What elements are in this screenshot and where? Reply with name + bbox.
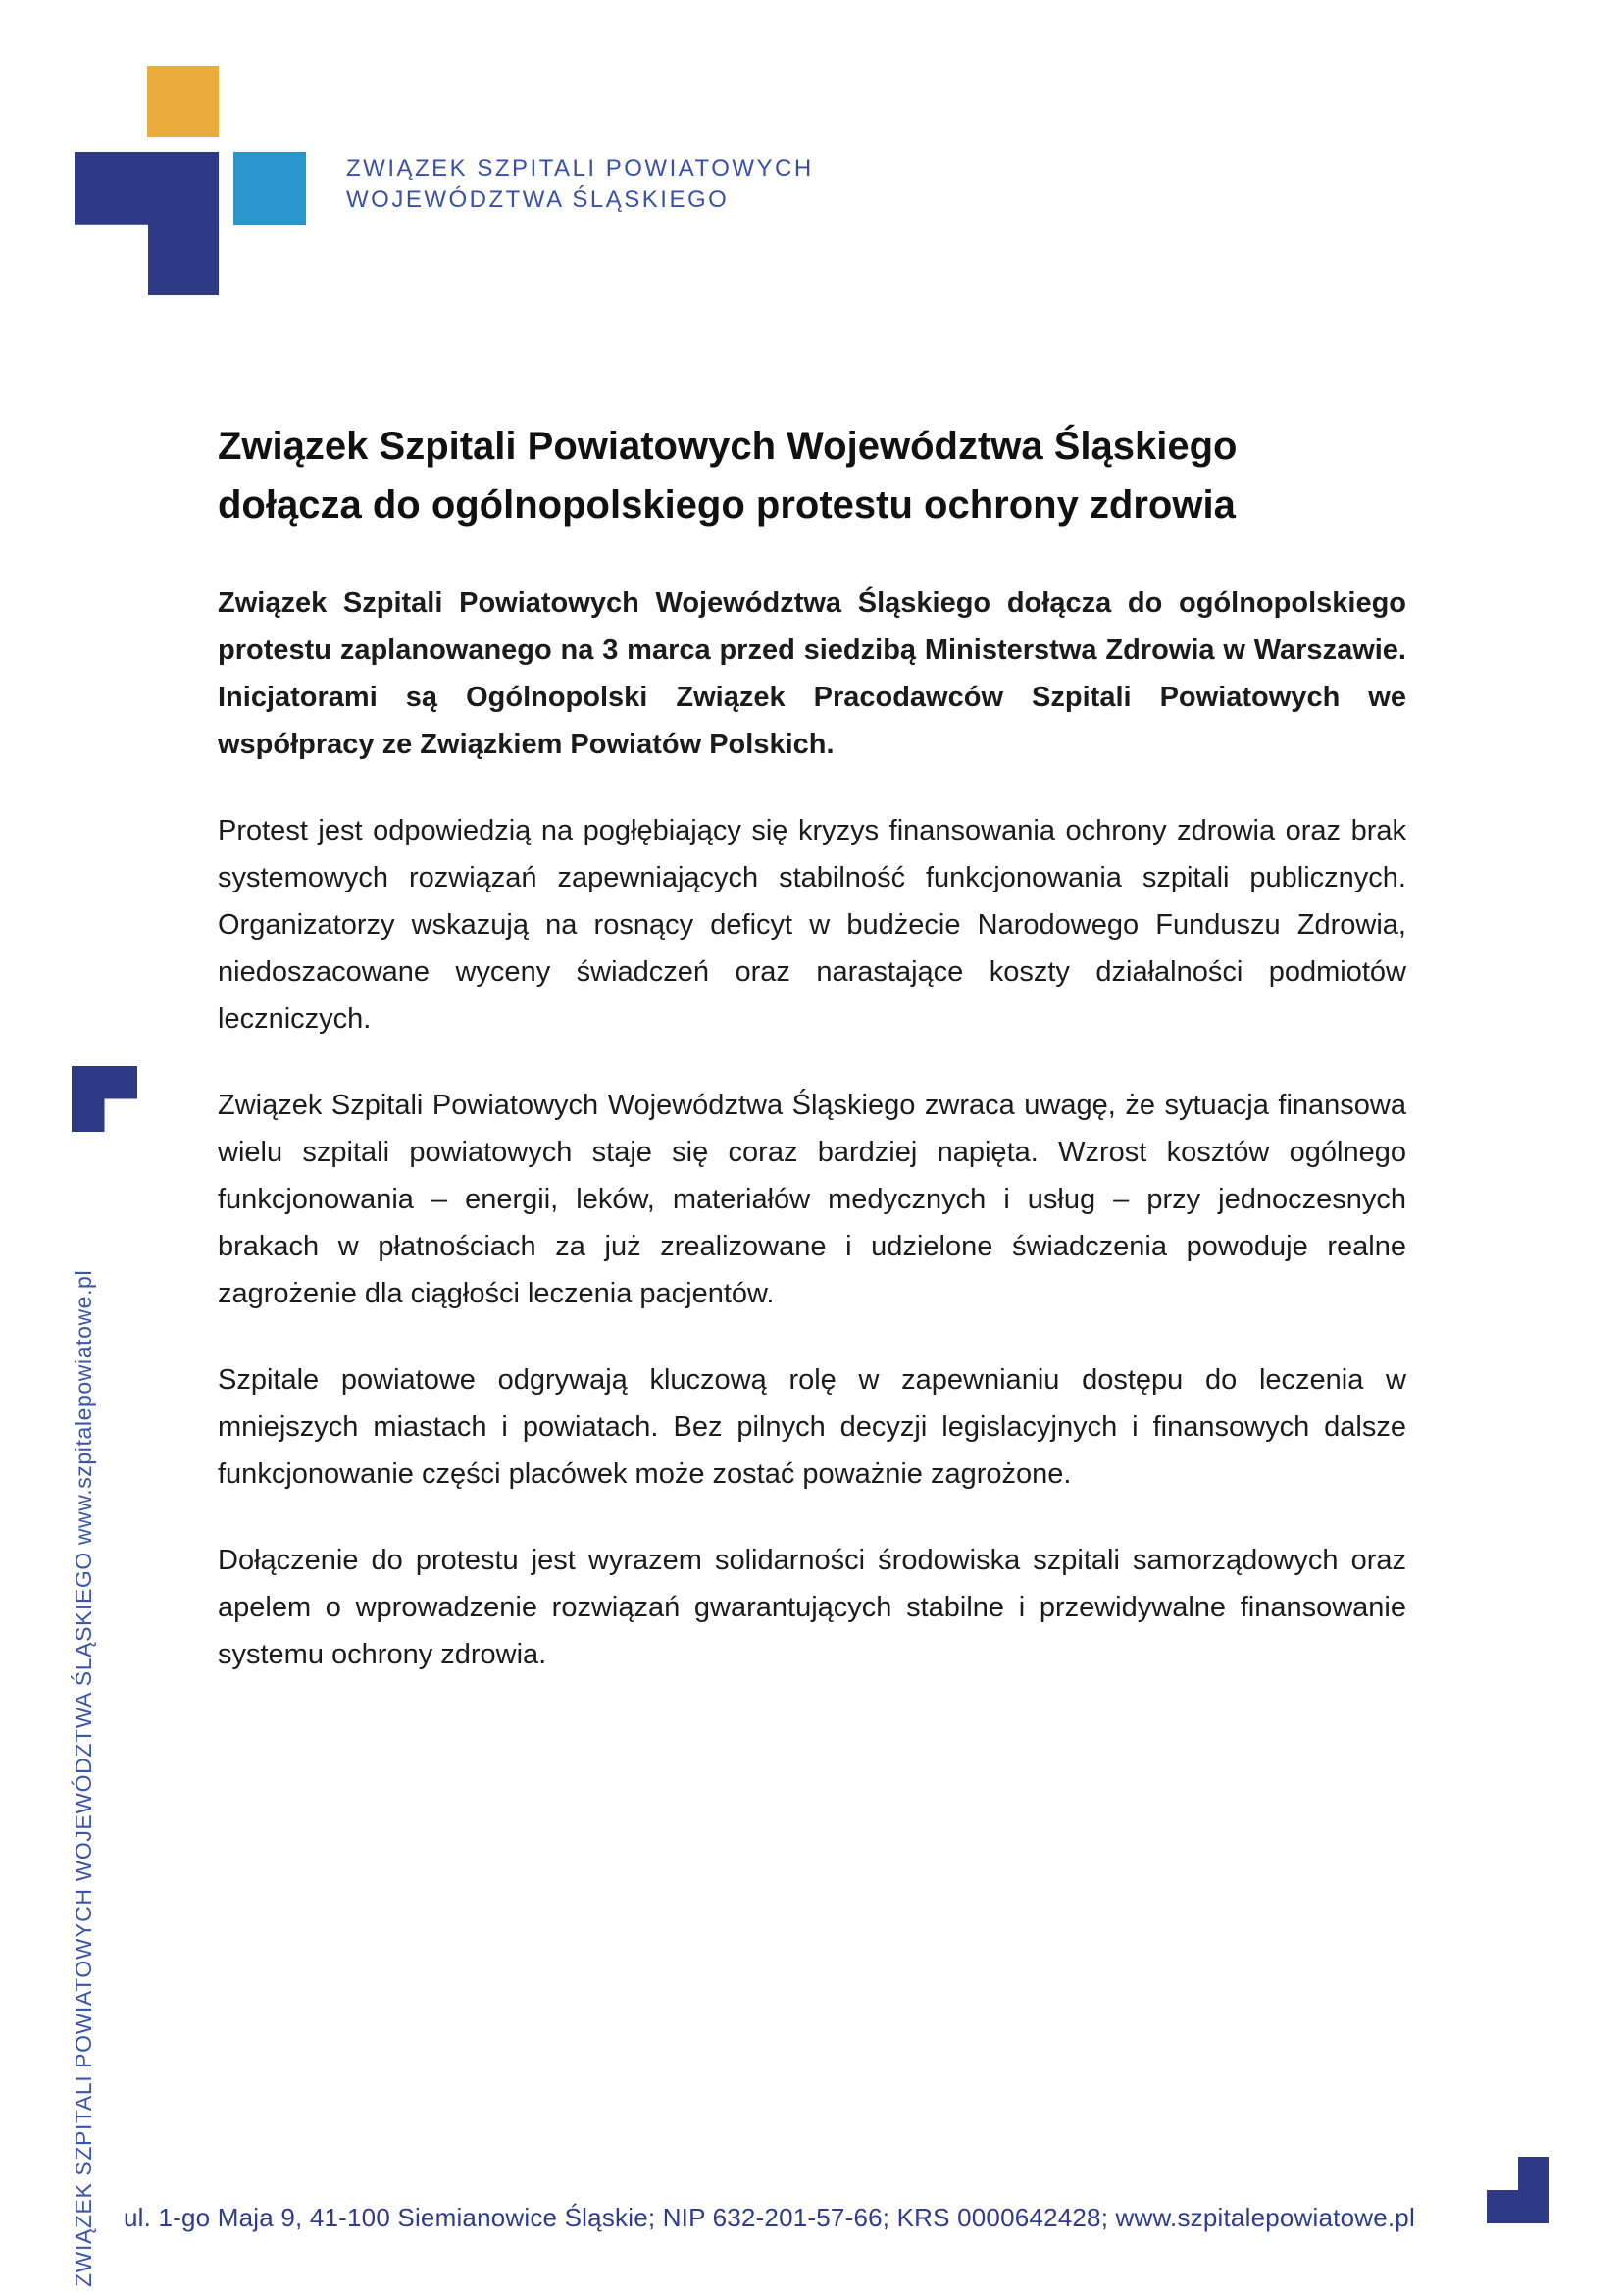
logo-caption-line2: WOJEWÓDZTWA ŚLĄSKIEGO xyxy=(346,186,730,213)
bottom-right-corner-shape-icon xyxy=(1487,2157,1549,2223)
page-title-line1: Związek Szpitali Powiatowych Województwa Śląskiego xyxy=(218,425,1238,468)
body-paragraph-1: Protest jest odpowiedzią na pogłębiający się kryzys finansowania ochrony zdrowia oraz brak systemowych rozwiązań zapewniających stabilność funkcjonowania szpitali publicznych. Organizatorzy wskazują na rosnący deficyt w budżecie Narodowego Funduszu Zdrowia, niedoszacowane wyceny świadczeń oraz narastające koszty działalności podmiotów leczniczych. xyxy=(218,815,1406,1035)
logo-caption-line1: ZWIĄZEK SZPITALI POWIATOWYCH xyxy=(346,155,814,181)
body-paragraph-2: Związek Szpitali Powiatowych Województwa Śląskiego zwraca uwagę, że sytuacja finansowa wielu szpitali powiatowych staje się coraz bardziej napięta. Wzrost kosztów ogólnego funkcjonowania – energii, leków, materiałów medycznych i usług – przy jednoczesnych brakach w płatnościach za już zrealizowane i udzielone świadczenia powoduje realne zagrożenie dla ciągłości leczenia pacjentów. xyxy=(218,1090,1406,1309)
left-margin-corner-shape-icon xyxy=(72,1066,137,1132)
lead-paragraph: Związek Szpitali Powiatowych Województwa Śląskiego dołącza do ogólnopolskiego protestu zaplanowanego na 3 marca przed siedzibą Ministerstwa Zdrowia w Warszawie. Inicjatorami są Ogólnopolski Związek Pracodawców Szpitali Powiatowych we współpracy ze Związkiem Powiatów Polskich. xyxy=(218,587,1406,760)
sidebar-vertical-text: ZWIĄZEK SZPITALI POWIATOWYCH WOJEWÓDZTWA ŚLĄSKIEGO www.szpitalepowiatowe.pl xyxy=(71,1269,96,2287)
document-body xyxy=(218,417,1406,1717)
logo-orange-square-icon xyxy=(147,66,219,137)
body-paragraph-3: Szpitale powiatowe odgrywają kluczową rolę w zapewnianiu dostępu do leczenia w mniejszych miastach i powiatach. Bez pilnych decyzji legislacyjnych i finansowych dalsze funkcjonowanie części placówek może zostać poważnie zagrożone. xyxy=(218,1364,1406,1490)
logo-lightblue-square-icon xyxy=(233,152,306,225)
body-paragraph-4: Dołączenie do protestu jest wyrazem solidarności środowiska szpitali samorządowych oraz apelem o wprowadzenie rozwiązań gwarantujących stabilne i przewidywalne finansowanie systemu ochrony zdrowia. xyxy=(218,1545,1406,1670)
logo-caption xyxy=(346,153,814,216)
page-title xyxy=(218,417,1406,535)
logo-navy-l-shape-icon xyxy=(75,152,219,295)
page-title-line2: dołącza do ogólnopolskiego protestu ochrony zdrowia xyxy=(218,484,1236,527)
footer-address: ul. 1-go Maja 9, 41-100 Siemianowice Śląskie; NIP 632-201-57-66; KRS 0000642428; www.szpitalepowiatowe.pl xyxy=(124,2203,1415,2232)
